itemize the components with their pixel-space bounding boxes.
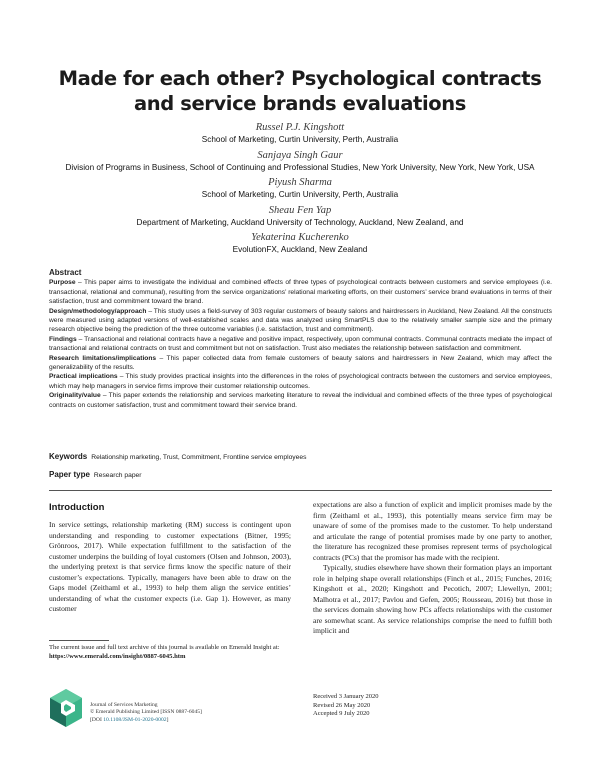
body-paragraph: Typically, studies elsewhere have shown their formation plays an important role in helping shape overall relationships (Finch et al., 2015; Funches, 2016; Kingshott et al., 2020; Kingshott and Pecotich, 2007; Llewellyn, 2001; Malhotra et al., 2017; Pavlou and Gefen, 2005; Rousseau, 2016) but those in the services domain showing how PCs affects relationships with the customer are somewhat scant. As service relationships comprise the need to fulfill both implicit and [313,563,552,635]
author-name: Russel P.J. Kingshott [255,122,345,133]
author-block [20,231,580,256]
abstract-label: Purpose [49,279,76,287]
abstract-label: Findings [49,335,77,343]
introduction-heading: Introduction [49,502,105,513]
abstract-text: – This study uses a field-survey of 303 regular customers of beauty salons and hairdressers in Auckland, New Zealand. All the constructs were measured using adapted versions of well-established scales and data was analyzed using SmartPLS due to the relatively smaller sample size and the primary research objective being the prediction of the three outcome variables (i.e. satisfaction, trust and commitment). [49,307,552,334]
article-title [30,66,570,116]
abstract-label: Originality/value [49,392,101,400]
footnote [49,643,291,661]
footnote-text: The current issue and full text archive of this journal is available on Emerald Insight at: [49,644,280,651]
abstract-label: Design/methodology/approach [49,307,147,315]
doi-link[interactable]: 10.1108/JSM-01-2020-0002 [103,716,167,723]
author-list [20,121,580,259]
title-line-1: Made for each other? Psychological contracts [58,67,542,90]
article-dates [313,693,379,719]
abstract-text: – Transactional and relational contracts have a negative and positive impact, respectively, upon communal contracts. Communal contracts mediate the impact of transactional and relational contracts on trust and commitment but not on satisfaction. Trust also mediates the relationship between satisfaction and commitment. [49,335,552,353]
author-block [20,204,580,229]
abstract-practical [49,372,552,391]
revised-date: Revised 26 May 2020 [313,701,371,709]
author-name: Piyush Sharma [268,177,332,188]
author-block [20,121,580,146]
body-paragraph: expectations are also a function of explicit and implicit promises made by the firm (Zeithaml et al., 1993), this potentially means service firm may be unaware of some of the promises made to the customer. To help understand and articulate the range of potential promises made by one party to another, the literature has recognized these promises represent terms of psychological contracts (PCs) that the promisor has made with the recipient. [313,500,552,562]
abstract-text: – This paper collected data from female customers of beauty salons and hairdressers in New Zealand, which may affect the generalizability of the results. [49,354,553,372]
abstract-label: Research limitations/implications [49,354,157,362]
abstract-text: – This study provides practical insights into the differences in the roles of psychological contracts between the customers and service employees, which may help managers in service firms improve their customer relationship outcomes. [49,373,552,390]
abstract-design [49,307,552,335]
author-block [20,176,580,201]
keywords-label: Keywords [49,452,88,461]
keywords [49,452,552,461]
title-line-2: and service brands evaluations [134,92,466,115]
abstract-limitations [49,354,552,373]
keywords-text: Relationship marketing, Trust, Commitment, Frontline service employees [91,454,307,461]
doi-line [90,717,202,724]
abstract-purpose [49,278,552,306]
accepted-date: Accepted 9 July 2020 [313,710,370,718]
body-paragraph: In service settings, relationship marketing (RM) success is contingent upon understanding and responding to customer expectations (Bitner, 1995; Grönroos, 2017). While expectation fulfillment to the satisfaction of the customer underpins the building of loyal customers (Olsen and Johnson, 2003), the underlying pretext is that service firms know the specific nature of their customer’s expectations. Typically, managers have been able to draw on the Gaps model (Zeithaml et al., 1993) to help them align the service entities’ understanding of what the customer expects (i.e. Gap 1). However, as many customer [49,520,291,613]
right-column [313,500,552,637]
abstract-text: – This paper extends the relationship and services marketing literature to reveal the individual and combined effects of the three types of psychological contracts on customer satisfaction, trust and commitment toward their service brand. [49,392,552,409]
footnote-divider [49,640,109,641]
journal-info [90,702,202,724]
author-affiliation: EvolutionFX, Auckland, New Zealand [232,245,368,254]
paper-type [49,470,552,479]
author-affiliation: Division of Programs in Business, School of Continuing and Professional Studies, New York University, New York, New York, USA [65,162,535,172]
abstract-findings [49,335,552,354]
author-name: Sanjaya Singh Gaur [257,149,343,161]
doi-suffix: ] [166,716,169,723]
author-affiliation: School of Marketing, Curtin University, Perth, Australia [201,190,399,199]
left-column [49,520,291,615]
abstract-text: – This paper aims to investigate the individual and combined effects of three types of psychological contracts between customers and service employees (i.e. transactional, relational and communal), resulting from the service organizations’ relational marketing efforts, on their customers’ service brand evaluations in terms of their satisfaction, trust and commitment toward the brand. [49,279,552,306]
doi-prefix: [DOI [90,716,104,723]
author-affiliation: School of Marketing, Curtin University, Perth, Australia [201,135,399,144]
emerald-logo-icon [49,688,83,728]
paper-type-label: Paper type [49,470,90,479]
author-name: Yekaterina Kucherenko [251,232,349,243]
author-name: Sheau Fen Yap [268,204,332,216]
abstract-label: Practical implications [49,373,118,381]
abstract [49,268,552,410]
footnote-link[interactable]: https://www.emerald.com/insight/0887-6045.htm [49,653,186,660]
abstract-heading: Abstract [49,268,82,277]
author-affiliation: Department of Marketing, Auckland University of Technology, Auckland, New Zealand, and [136,217,464,227]
publisher-line: © Emerald Publishing Limited [ISSN 0887-6045] [90,709,202,716]
received-date: Received 3 January 2020 [313,693,379,700]
abstract-originality [49,391,552,410]
journal-name: Journal of Services Marketing [90,702,158,708]
author-block [20,149,580,174]
paper-type-text: Research paper [93,472,142,479]
section-divider [49,490,552,491]
